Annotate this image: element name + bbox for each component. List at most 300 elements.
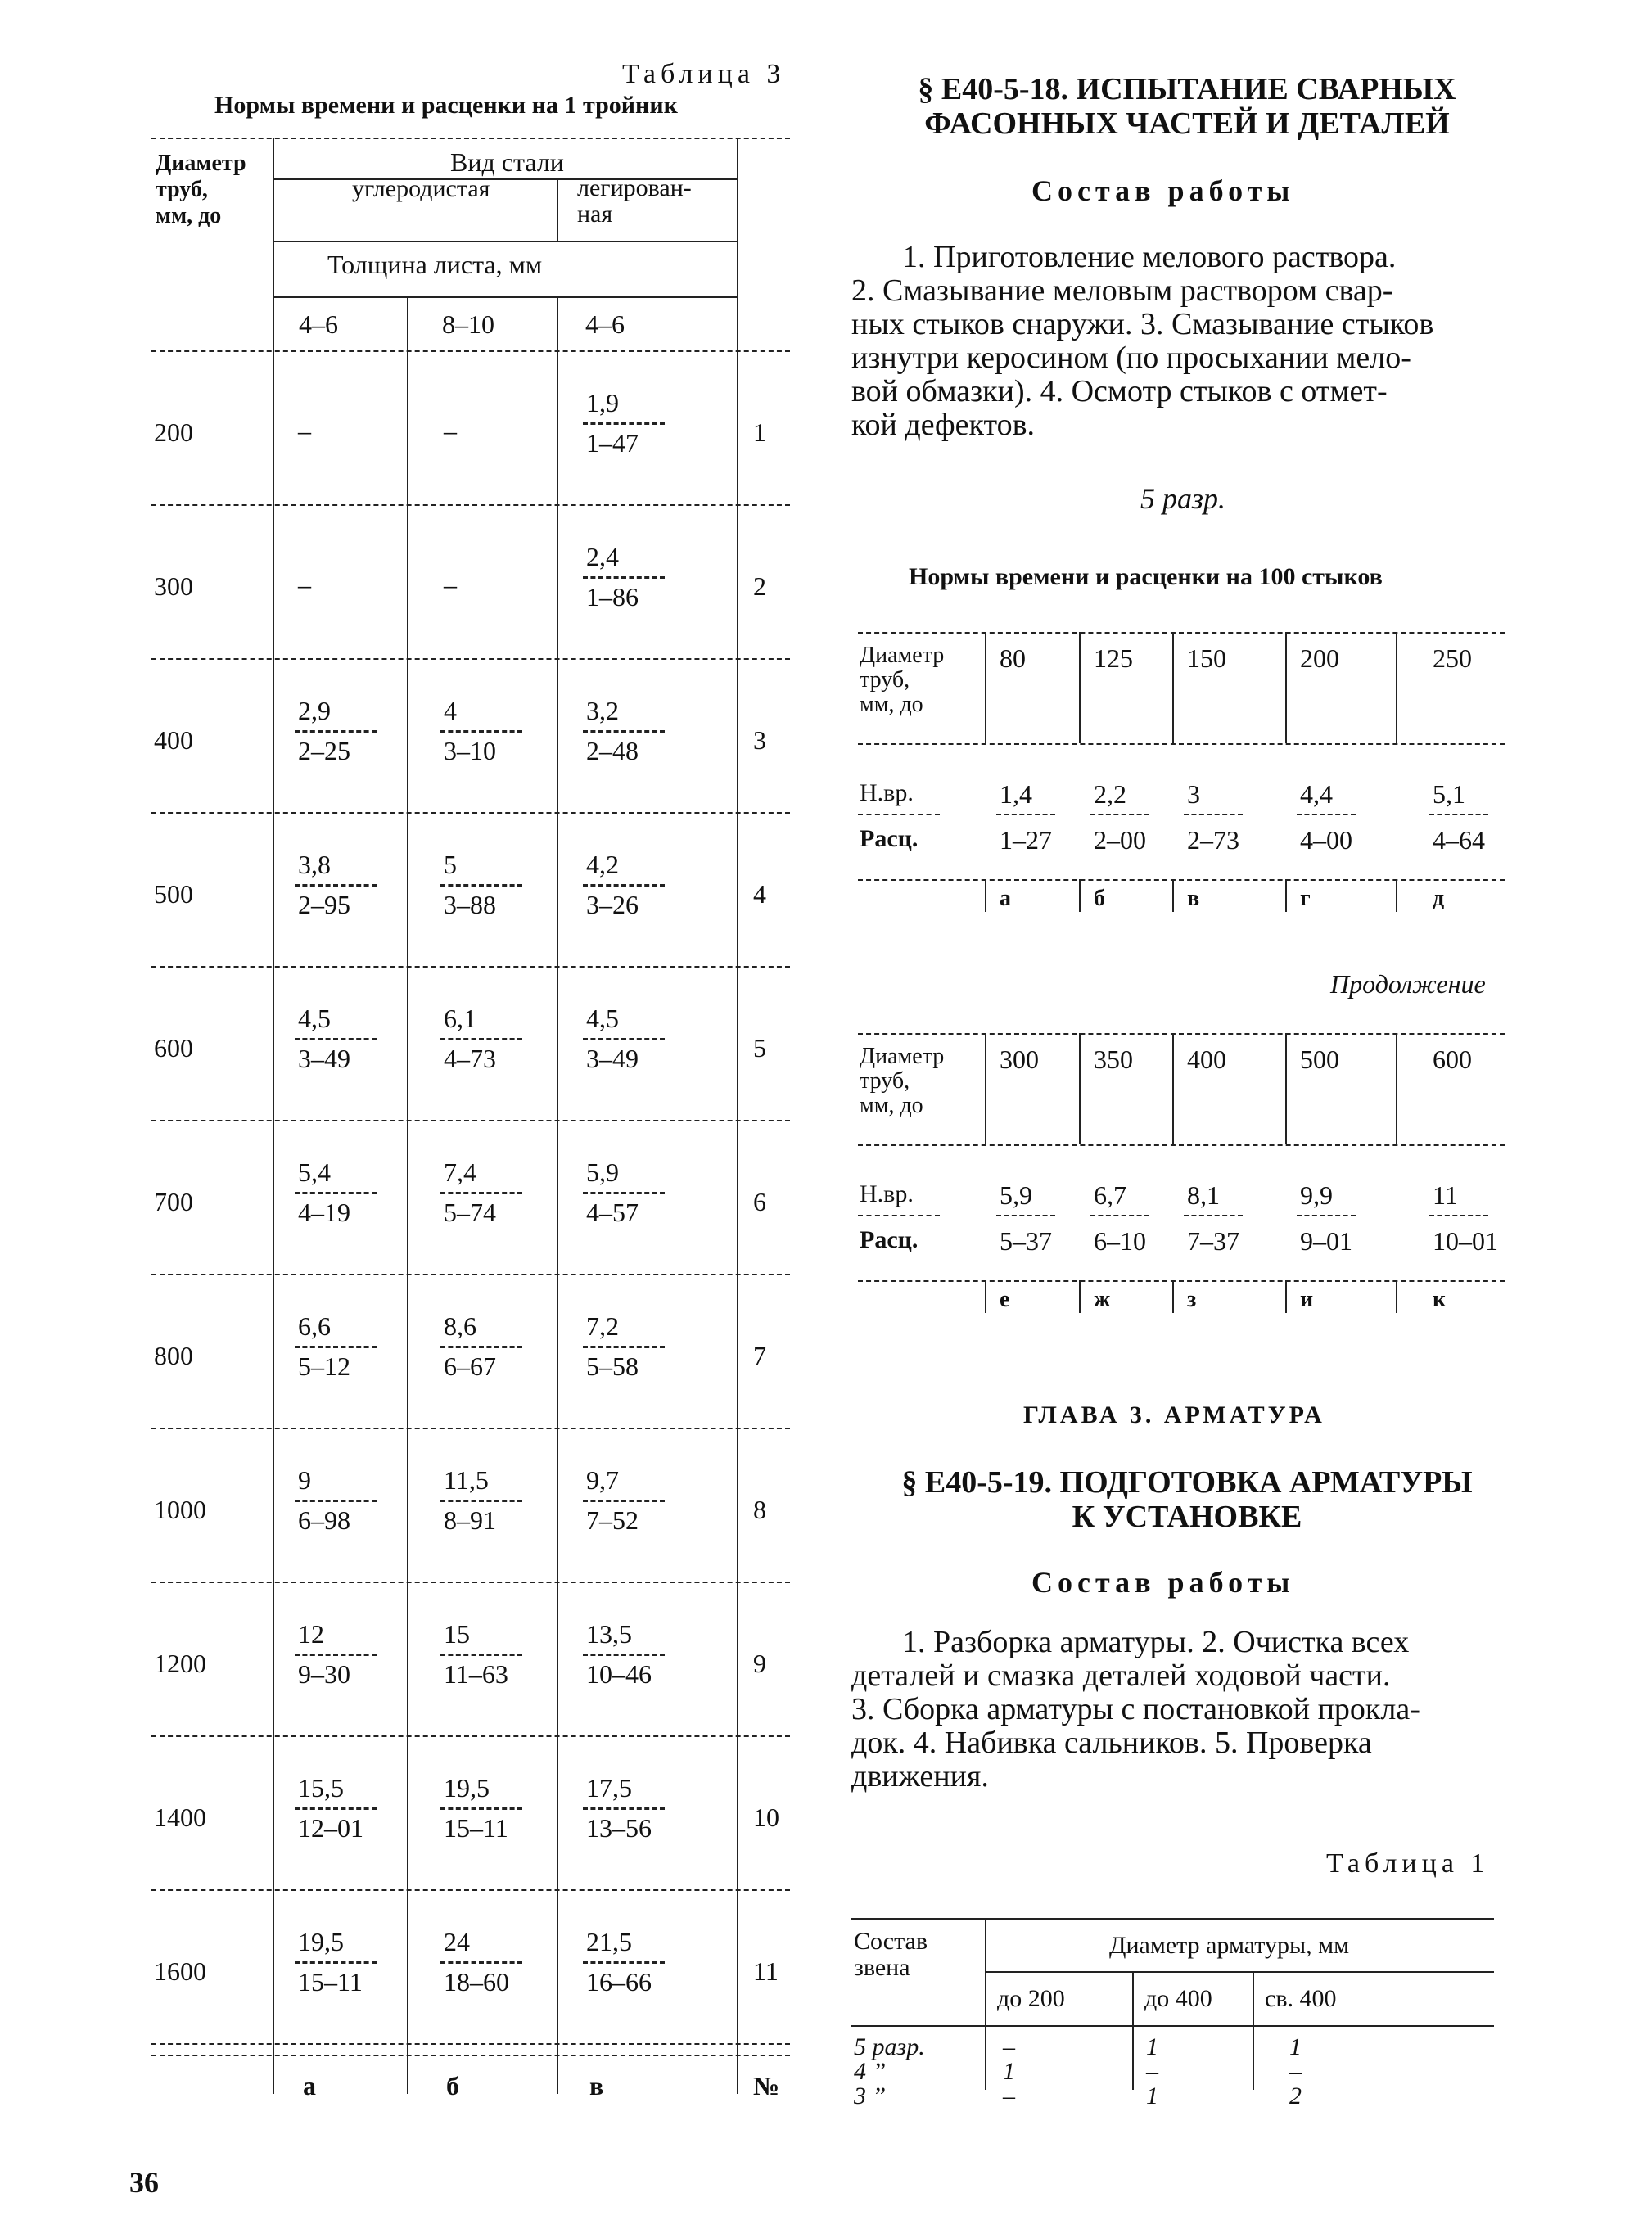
fraction-line (440, 1500, 522, 1502)
row-separator (151, 966, 790, 968)
column-rule (1172, 1033, 1174, 1144)
table-rule (858, 1280, 1505, 1282)
work-line: 3. Сборка арматуры с постановкой прокла- (851, 1692, 1420, 1726)
fraction-line (583, 1038, 665, 1040)
diameter-cell: 400 (154, 725, 193, 755)
norm-value: 5,4 (298, 1157, 331, 1187)
work-line: ных стыков снаружи. 3. Смазывание стыков (851, 307, 1434, 341)
value-cell-b (440, 417, 530, 447)
value-cell-c (583, 1467, 673, 1533)
rate-value: 6–67 (444, 1351, 496, 1381)
rate-value: 10–01 (1433, 1226, 1498, 1256)
row-number: 1 (753, 417, 766, 447)
value-cell-b (440, 1775, 530, 1841)
crew-grade: 3 ” (854, 2082, 887, 2109)
work-description (851, 1626, 1523, 1794)
rate-value: 6–10 (1094, 1226, 1146, 1256)
row-number: 10 (753, 1803, 779, 1832)
table-rule (858, 1033, 1505, 1035)
row-separator (151, 1274, 790, 1275)
rate-value: 5–37 (1000, 1226, 1052, 1256)
column-rule (985, 879, 986, 912)
table-rule (858, 743, 1505, 745)
label-divider (858, 814, 940, 815)
value-cell-a (295, 1159, 385, 1225)
work-description (851, 241, 1523, 442)
value-cell-c (583, 1621, 673, 1687)
norm-value: 4,5 (298, 1004, 331, 1033)
column-rule (1285, 1280, 1287, 1313)
continuation-label: Продолжение (1330, 969, 1486, 999)
norm-value: 4,5 (586, 1004, 619, 1033)
value-cell-b (440, 1929, 530, 1995)
fraction-line (1297, 814, 1356, 815)
section-title-line: § Е40-5-19. ПОДГОТОВКА АРМАТУРЫ (901, 1465, 1473, 1500)
crew-count: – (1003, 2033, 1015, 2060)
value-cell-a (295, 417, 385, 447)
value-cell-c (583, 390, 673, 456)
norm-value: 6,7 (1094, 1180, 1126, 1210)
rate-value: 4–57 (586, 1198, 639, 1227)
alloy-header-line: легирован- (577, 174, 692, 201)
fraction-line (583, 1961, 665, 1964)
row-number: 4 (753, 879, 766, 909)
column-key: е (1000, 1287, 1010, 1312)
rate-value: 18–60 (444, 1967, 509, 1997)
crew-grade: 5 разр. (854, 2033, 925, 2060)
fraction-line (440, 1807, 522, 1810)
row-number: 11 (753, 1956, 779, 1986)
diameter-value: 300 (1000, 1045, 1039, 1074)
thickness-header: Толщина листа, мм (327, 250, 543, 279)
table-rule (858, 1144, 1505, 1146)
value-cell-a (295, 1621, 385, 1687)
rate-value: 4–19 (298, 1198, 350, 1227)
rate-value: 1–47 (586, 428, 639, 458)
norm-value: 2,4 (586, 542, 619, 571)
diameter-header-line: мм, до (156, 203, 222, 228)
fraction-line (295, 1654, 377, 1656)
row-separator (151, 504, 790, 506)
norm-value: 8,6 (444, 1311, 476, 1341)
value-cell-a (295, 851, 385, 918)
column-rule (985, 1280, 986, 1313)
norm-value: 2,2 (1094, 779, 1126, 809)
row-separator (151, 1428, 790, 1429)
rate-value: 2–73 (1187, 825, 1239, 855)
column-rule (1396, 879, 1397, 912)
norm-value: 19,5 (444, 1773, 490, 1803)
diameter-cell: 1400 (154, 1803, 206, 1832)
thickness-col-c: 4–6 (585, 309, 625, 339)
diameter-value: 125 (1094, 643, 1133, 673)
diameter-value: 500 (1300, 1045, 1339, 1074)
diameter-value: 150 (1187, 643, 1226, 673)
norm-value: 1,4 (1000, 779, 1032, 809)
fraction-line (295, 1192, 377, 1194)
fraction-line (1090, 1215, 1149, 1216)
table-label: Таблица 1 (1326, 1848, 1490, 1879)
rate-value: 2–95 (298, 890, 350, 919)
diameter-header-line: труб, (860, 1068, 910, 1094)
diameter-header-line: Диаметр (156, 151, 246, 176)
column-key: з (1187, 1287, 1197, 1312)
section-title-line: § Е40-5-18. ИСПЫТАНИЕ СВАРНЫХ (918, 72, 1456, 106)
work-line: док. 4. Набивка сальников. 5. Проверка (851, 1726, 1372, 1760)
column-rule (1079, 1280, 1081, 1313)
fraction-line (1429, 1215, 1488, 1216)
diameter-header-line: мм, до (860, 1093, 923, 1118)
rate-value: 16–66 (586, 1967, 652, 1997)
rate-label: Расц. (860, 825, 919, 852)
row-number: 8 (753, 1495, 766, 1524)
row-separator (151, 350, 790, 352)
fraction-line (583, 422, 665, 425)
rate-value: 7–37 (1187, 1226, 1239, 1256)
column-rule (1172, 1280, 1174, 1313)
norm-value: – (444, 416, 457, 445)
norm-value: 5 (444, 850, 457, 879)
value-cell-b (440, 1005, 530, 1072)
norm-value: 5,9 (586, 1157, 619, 1187)
carbon-steel-header: углеродистая (352, 175, 490, 202)
rate-value: 5–74 (444, 1198, 496, 1227)
rate-value: 5–12 (298, 1351, 350, 1381)
crew-count: 1 (1289, 2033, 1302, 2060)
diameter-header-line: труб, (156, 177, 208, 202)
norm-value: 3 (1187, 779, 1200, 809)
value-cell-a (295, 1313, 385, 1379)
section-title (851, 72, 1523, 141)
diameter-value: 80 (1000, 643, 1026, 673)
column-rule (1079, 632, 1081, 743)
column-rule (1079, 879, 1081, 912)
norm-value: – (298, 416, 311, 445)
rate-value: 3–49 (298, 1044, 350, 1073)
rate-label: Расц. (860, 1226, 919, 1253)
rate-value: 3–10 (444, 736, 496, 765)
diameter-cell: 600 (154, 1033, 193, 1063)
rate-value: 3–26 (586, 890, 639, 919)
column-key: и (1300, 1287, 1314, 1312)
value-cell-a (295, 1005, 385, 1072)
rate-value: 4–73 (444, 1044, 496, 1073)
work-line: движения. (851, 1759, 989, 1794)
norm-value: 7,2 (586, 1311, 619, 1341)
fraction-line (1429, 814, 1488, 815)
fraction-line (583, 1807, 665, 1810)
grade-label: 5 разр. (1140, 482, 1226, 515)
work-line: 1. Разборка арматуры. 2. Очистка всех (902, 1625, 1410, 1659)
diameter-header (860, 1045, 944, 1118)
value-cell-a (295, 1929, 385, 1995)
fraction-line (440, 730, 522, 733)
work-line: 2. Смазывание меловым раствором свар- (851, 273, 1393, 308)
row-number: 9 (753, 1649, 766, 1678)
fraction-line (295, 1500, 377, 1502)
rate-value: 2–48 (586, 736, 639, 765)
norm-value: 12 (298, 1619, 324, 1649)
col-up-to-200: до 200 (997, 1985, 1065, 2012)
rate-value: 1–86 (586, 582, 639, 611)
crew-count: 1 (1146, 2082, 1158, 2109)
rate-value: 5–58 (586, 1351, 639, 1381)
column-key: г (1300, 886, 1311, 911)
norm-value: 5,1 (1433, 779, 1465, 809)
fraction-line (583, 1192, 665, 1194)
rate-value: 4–64 (1433, 825, 1485, 855)
fraction-line (996, 1215, 1055, 1216)
norm-value: 6,6 (298, 1311, 331, 1341)
column-key: ж (1094, 1287, 1111, 1312)
diameter-value: 200 (1300, 643, 1339, 673)
fraction-line (295, 884, 377, 887)
fraction-line (295, 1038, 377, 1040)
fraction-line (1184, 1215, 1243, 1216)
value-cell-b (440, 571, 530, 601)
column-key: д (1433, 886, 1445, 911)
footer-col-n: № (753, 2071, 780, 2100)
column-rule (1285, 632, 1287, 743)
rate-value: 4–00 (1300, 825, 1352, 855)
diameter-cell: 700 (154, 1187, 193, 1216)
table-label: Таблица 3 (622, 59, 786, 89)
value-cell-c (583, 1159, 673, 1225)
value-cell-c (583, 1005, 673, 1072)
fraction-line (440, 1038, 522, 1040)
column-key: а (1000, 886, 1011, 911)
norm-label: Н.вр. (860, 1180, 914, 1207)
norm-value: 5,9 (1000, 1180, 1032, 1210)
fraction-line (1090, 814, 1149, 815)
norm-value: 11 (1433, 1180, 1458, 1210)
norm-label: Н.вр. (860, 779, 914, 806)
value-cell-a (295, 1467, 385, 1533)
norm-value: 17,5 (586, 1773, 632, 1803)
crew-count: 1 (1003, 2058, 1015, 2085)
thickness-col-a: 4–6 (299, 309, 338, 339)
rate-value: 11–63 (444, 1659, 508, 1689)
rate-value: 12–01 (298, 1813, 363, 1843)
column-rule (1172, 632, 1174, 743)
table-caption: Нормы времени и расценки на 1 тройник (214, 92, 678, 119)
diameter-cell: 1000 (154, 1495, 206, 1524)
row-separator (151, 1735, 790, 1737)
value-cell-a (295, 571, 385, 601)
norm-value: 9,7 (586, 1465, 619, 1495)
thickness-col-b: 8–10 (442, 309, 494, 339)
value-cell-c (583, 1313, 673, 1379)
value-cell-b (440, 1621, 530, 1687)
row-number: 3 (753, 725, 766, 755)
value-cell-b (440, 1159, 530, 1225)
steel-type-header: Вид стали (450, 147, 564, 177)
diameter-cell: 300 (154, 571, 193, 601)
footer-col-b: б (446, 2071, 459, 2100)
norm-value: 13,5 (586, 1619, 632, 1649)
norm-value: 4 (444, 696, 457, 725)
rate-value: 2–25 (298, 736, 350, 765)
chapter-heading: ГЛАВА 3. АРМАТУРА (1023, 1401, 1325, 1428)
fraction-line (295, 1961, 377, 1964)
alloy-steel-header (577, 175, 692, 228)
norm-value: 11,5 (444, 1465, 489, 1495)
norm-value: 24 (444, 1927, 470, 1956)
column-rule (1396, 1033, 1397, 1144)
fraction-line (1184, 814, 1243, 815)
label-divider (858, 1215, 940, 1216)
work-line: вой обмазки). 4. Осмотр стыков с отмет- (851, 374, 1388, 408)
crew-header-line: Состав (854, 1928, 928, 1955)
value-cell-a (295, 1775, 385, 1841)
norm-value: – (298, 570, 311, 599)
row-separator (151, 1582, 790, 1583)
column-rule (1285, 1033, 1287, 1144)
col-up-to-400: до 400 (1144, 1985, 1212, 2012)
column-key: к (1433, 1287, 1447, 1312)
row-number: 5 (753, 1033, 766, 1063)
rate-value: 8–91 (444, 1505, 496, 1535)
page-number: 36 (129, 2166, 159, 2199)
diameter-value: 400 (1187, 1045, 1226, 1074)
crew-header-line: звена (854, 1954, 910, 1981)
diameter-header (156, 151, 246, 229)
norm-value: 1,9 (586, 388, 619, 417)
fraction-line (583, 730, 665, 733)
fraction-line (440, 884, 522, 887)
rate-value: 9–01 (1300, 1226, 1352, 1256)
row-separator (151, 2043, 790, 2045)
norm-value: 4,4 (1300, 779, 1333, 809)
section-title (851, 1465, 1523, 1534)
work-line: кой дефектов. (851, 408, 1036, 442)
rate-value: 15–11 (444, 1813, 508, 1843)
footer-col-c: в (589, 2071, 604, 2100)
diameter-value: 250 (1433, 643, 1472, 673)
norm-value: 15 (444, 1619, 470, 1649)
rate-value: 10–46 (586, 1659, 652, 1689)
rate-value: 9–30 (298, 1659, 350, 1689)
work-heading: Состав работы (1031, 1566, 1295, 1599)
row-number: 6 (753, 1187, 766, 1216)
norm-value: 21,5 (586, 1927, 632, 1956)
rate-value: 6–98 (298, 1505, 350, 1535)
norm-value: 9,9 (1300, 1180, 1333, 1210)
armature-diameter-header: Диаметр арматуры, мм (1109, 1932, 1350, 1959)
value-cell-c (583, 1929, 673, 1995)
rate-value: 13–56 (586, 1813, 652, 1843)
norm-value: 3,2 (586, 696, 619, 725)
column-rule (985, 632, 986, 743)
rate-value: 3–88 (444, 890, 496, 919)
fraction-line (440, 1192, 522, 1194)
rate-value: 3–49 (586, 1044, 639, 1073)
norm-value: 15,5 (298, 1773, 344, 1803)
column-rule (1172, 879, 1174, 912)
row-number: 7 (753, 1341, 766, 1370)
diameter-value: 350 (1094, 1045, 1133, 1074)
diameter-header-line: труб, (860, 667, 910, 693)
work-heading: Состав работы (1031, 174, 1295, 207)
norms-caption: Нормы времени и расценки на 100 стыков (909, 563, 1383, 590)
work-line: изнутри керосином (по просыхании мело- (851, 341, 1411, 375)
column-rule (1396, 1280, 1397, 1313)
norm-value: 7,4 (444, 1157, 476, 1187)
norm-value: 8,1 (1187, 1180, 1220, 1210)
fraction-line (440, 1654, 522, 1656)
rate-value: 2–00 (1094, 825, 1146, 855)
fraction-line (295, 730, 377, 733)
section-title-line: ФАСОННЫХ ЧАСТЕЙ И ДЕТАЛЕЙ (924, 106, 1450, 141)
diameter-header-line: мм, до (860, 692, 923, 717)
value-cell-b (440, 1313, 530, 1379)
row-number: 2 (753, 571, 766, 601)
diameter-header (860, 643, 944, 717)
value-cell-c (583, 1775, 673, 1841)
diameter-cell: 200 (154, 417, 193, 447)
work-line: 1. Приготовление мелового раствора. (902, 240, 1397, 274)
row-separator (151, 812, 790, 814)
value-cell-c (583, 697, 673, 764)
rate-value: 15–11 (298, 1967, 363, 1997)
table-rule (858, 879, 1505, 881)
col-over-400: св. 400 (1265, 1985, 1337, 2012)
diameter-cell: 1200 (154, 1649, 206, 1678)
norm-value: 3,8 (298, 850, 331, 879)
rate-value: 7–52 (586, 1505, 639, 1535)
crew-count: – (1146, 2058, 1158, 2085)
fraction-line (583, 576, 665, 579)
diameter-header-line: Диаметр (860, 1044, 945, 1069)
norm-value: 2,9 (298, 696, 331, 725)
fraction-line (583, 884, 665, 887)
norm-value: 9 (298, 1465, 311, 1495)
column-rule (1285, 879, 1287, 912)
diameter-header-line: Диаметр (860, 643, 945, 668)
fraction-line (583, 1500, 665, 1502)
norm-value: 6,1 (444, 1004, 476, 1033)
norm-value: 19,5 (298, 1927, 344, 1956)
fraction-line (1297, 1215, 1356, 1216)
norm-value: 4,2 (586, 850, 619, 879)
crew-grade: 4 ” (854, 2058, 887, 2085)
value-cell-b (440, 697, 530, 764)
row-separator (151, 658, 790, 660)
footer-col-a: а (303, 2071, 316, 2100)
fraction-line (440, 1346, 522, 1348)
crew-count: – (1003, 2082, 1015, 2109)
column-rule (1396, 632, 1397, 743)
value-cell-c (583, 544, 673, 610)
section-title-line: К УСТАНОВКЕ (1072, 1500, 1302, 1534)
fraction-line (295, 1346, 377, 1348)
diameter-cell: 800 (154, 1341, 193, 1370)
work-line: деталей и смазка деталей ходовой части. (851, 1658, 1391, 1693)
fraction-line (440, 1961, 522, 1964)
fraction-line (583, 1654, 665, 1656)
crew-count: – (1289, 2058, 1302, 2085)
fraction-line (295, 1807, 377, 1810)
value-cell-c (583, 851, 673, 918)
fraction-line (583, 1346, 665, 1348)
diameter-value: 600 (1433, 1045, 1472, 1074)
value-cell-b (440, 1467, 530, 1533)
column-key: в (1187, 886, 1200, 911)
column-key: б (1094, 886, 1105, 911)
fraction-line (996, 814, 1055, 815)
crew-header (854, 1929, 928, 1981)
rate-value: 1–27 (1000, 825, 1052, 855)
